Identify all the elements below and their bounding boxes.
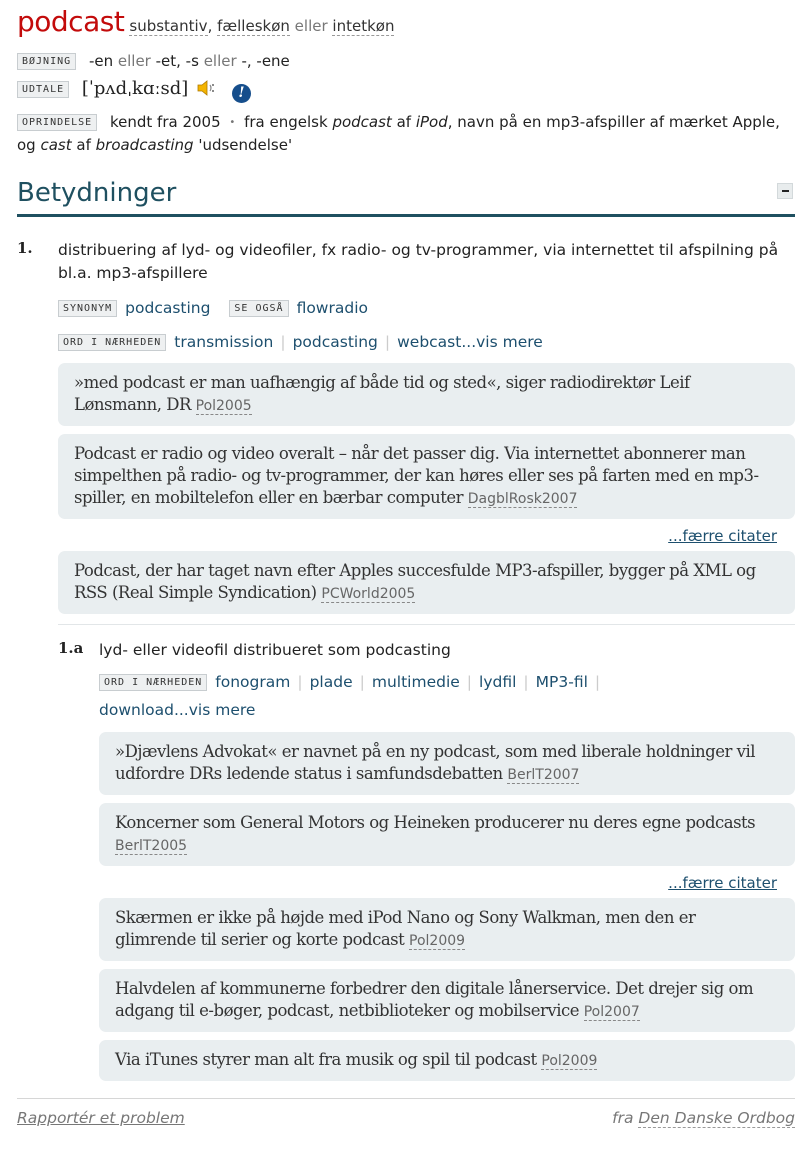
citation-source[interactable]: Pol2009 [541,1053,598,1069]
separator: | [359,673,365,691]
origin-text-2: af [391,113,416,131]
nearby-words-row [99,668,795,724]
divider [58,624,795,625]
dictionary-link[interactable]: Den Danske Ordbog [638,1109,795,1127]
pronunciation-label: UDTALE [17,81,69,98]
citation-source[interactable]: DagblRosk2007 [467,491,578,507]
synonym-link[interactable]: podcasting [125,299,211,317]
origin-italic-1: podcast [332,113,392,131]
citation-text: Koncerner som General Motors og Heineken producerer nu deres egne podcasts [115,813,756,832]
inflection-label: BØJNING [17,53,76,70]
citation [99,1040,795,1081]
nearby-word[interactable]: webcast [397,333,462,351]
nearby-label: ORD I NÆRHEDEN [99,674,207,691]
source-credit [612,1109,795,1127]
headword: podcast [17,5,125,38]
gender-neuter-link[interactable]: intetkøn [332,17,395,35]
citation-source[interactable]: Pol2005 [195,398,252,414]
origin-row [17,111,795,156]
meanings-section-header [17,176,795,217]
fewer-citations-link[interactable]: ...færre citater [668,527,777,545]
help-icon[interactable]: ! [232,84,251,103]
citation-source[interactable]: Pol2007 [583,1004,640,1020]
show-more-link[interactable]: ...vis mere [173,701,256,719]
citation-text: »med podcast er man uafhængig af både tid og sted«, siger radiodirektør Leif Lønsmann, DR [74,373,690,414]
separator: | [280,333,286,351]
citation-text: »Djævlens Advokat« er navnet på en ny podcast, som med liberale holdninger vil udfordre DRs ledende status i samfundsdebatten [115,742,756,783]
nearby-label: ORD I NÆRHEDEN [58,334,166,351]
from-text: fra [612,1109,634,1127]
collapse-button[interactable] [777,183,793,199]
separator: | [523,673,529,691]
inflection-or-2: eller [203,52,237,70]
sense-1a [17,639,795,1081]
inflection-form-3: -, -ene [241,52,290,70]
nearby-word[interactable]: plade [309,673,353,691]
citation-text: Halvdelen af kommunerne forbedrer den digitale lånerservice. Det drejer sig om adgang til e-bøger, podcast, netbiblioteker og mobilservice [115,979,754,1020]
nearby-word[interactable]: download [99,701,174,719]
pronunciation-row [17,78,795,103]
nearby-word[interactable]: transmission [174,333,274,351]
fewer-citations-link[interactable]: ...færre citater [668,874,777,892]
origin-text-1: fra engelsk [244,113,333,131]
origin-known: kendt fra 2005 [110,113,221,131]
citation [58,363,795,426]
sense-1 [17,239,795,625]
nearby-word[interactable]: fonogram [215,673,291,691]
synonym-row [58,295,795,321]
citation-text: Via iTunes styrer man alt fra musik og spil til podcast [115,1050,537,1069]
citation [58,434,795,519]
origin-text-5: 'udsendelse' [193,136,293,154]
section-title: Betydninger [17,178,177,208]
citation-text: Podcast, der har taget navn efter Apples succesfulde MP3-afspiller, bygger på XML og RSS (Real Simple Syndication) [74,561,756,602]
speaker-icon[interactable] [197,79,217,103]
entry-header [17,4,795,44]
sense-definition: lyd- eller videofil distribueret som podcasting [99,641,451,659]
nearby-words-row [58,329,795,355]
inflection-row [17,50,795,72]
sense-number: 1. [17,239,33,257]
nearby-word[interactable]: multimedie [371,673,460,691]
origin-text-3: , navn på en mp3-afspiller af mærket Apple, og [17,113,780,154]
footer [17,1098,795,1127]
origin-italic-3: cast [40,136,72,154]
citation-source[interactable]: Pol2009 [409,933,466,949]
dictionary-entry [17,0,795,1127]
inflection-form-1: -en [88,52,114,70]
report-problem-link[interactable]: Rapportér et problem [17,1109,185,1127]
inflection-form-2: -et, -s [155,52,199,70]
show-more-link[interactable]: ...vis mere [461,333,543,351]
origin-italic-2: iPod [415,113,448,131]
pos-link[interactable]: substantiv [129,17,208,35]
comma: , [207,17,213,35]
inflection-or-1: eller [117,52,151,70]
nearby-word[interactable]: podcasting [292,333,378,351]
citation-text: Skærmen er ikke på højde med iPod Nano og Sony Walkman, men den er glimrende til serier og korte podcast [115,908,696,949]
citation [99,969,795,1032]
synonym-label: SYNONYM [58,300,117,317]
citation-source[interactable]: BerlT2005 [115,838,188,854]
citation-source[interactable]: PCWorld2005 [321,586,416,602]
or-text: eller [294,17,328,35]
gender-common-link[interactable]: fælleskøn [217,17,290,35]
origin-text-4: af [71,136,96,154]
nearby-word[interactable]: MP3-fil [535,673,588,691]
separator: | [297,673,303,691]
separator: | [466,673,473,691]
citation-text: Podcast er radio og video overalt – når det passer dig. Via internettet abonnerer man simpelthen på radio- og tv-programmer, der kan høres eller ses på farten med en mp3-spiller, en mobiltelefon eller en bærbar computer [74,444,759,507]
see-also-label: SE OGSÅ [229,300,288,317]
citation [99,732,795,795]
citation [58,551,795,614]
separator: | [594,673,601,691]
see-also-link[interactable]: flowradio [296,299,368,317]
sense-definition: distribuering af lyd- og videofiler, fx radio- og tv-programmer, via internettet til afspilning på bl.a. mp3-afspillere [58,241,779,282]
nearby-word[interactable]: lydfil [479,673,517,691]
origin-bullet: • [229,117,236,128]
ipa-text: [ˈpʌdˌkɑːsd] [81,78,189,99]
separator: | [384,333,391,351]
sense-number: 1.a [58,639,84,657]
citation [99,898,795,961]
origin-label: OPRINDELSE [17,114,97,131]
citation-source[interactable]: BerlT2007 [507,767,580,783]
origin-italic-4: broadcasting [95,136,194,154]
citation [99,803,795,866]
